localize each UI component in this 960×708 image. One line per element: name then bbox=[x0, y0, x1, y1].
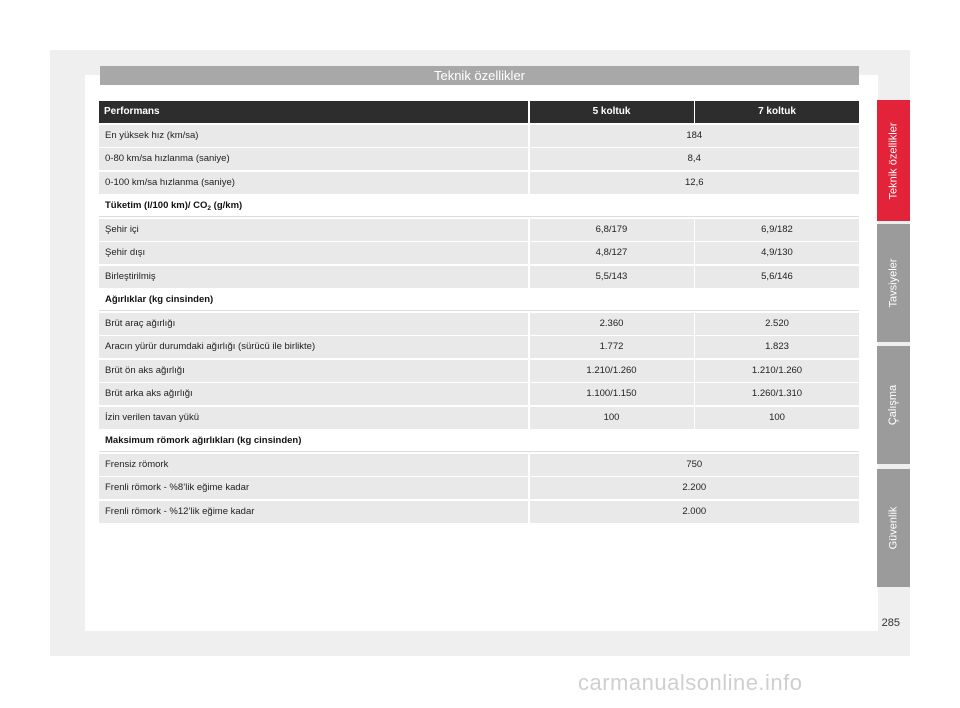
row-value-7-seats: 6,9/182 bbox=[695, 219, 859, 241]
table-row bbox=[99, 501, 859, 523]
row-value-7-seats: 5,6/146 bbox=[695, 266, 859, 288]
row-value: 2.000 bbox=[530, 501, 860, 523]
row-value: 12,6 bbox=[530, 172, 860, 194]
row-label: En yüksek hız (km/sa) bbox=[99, 125, 528, 147]
tab-label: Tavsiyeler bbox=[887, 258, 900, 308]
row-label: Frensiz römork bbox=[99, 454, 528, 476]
row-value-5-seats: 5,5/143 bbox=[530, 266, 694, 288]
table-row bbox=[99, 360, 859, 382]
row-value-7-seats: 1.823 bbox=[695, 336, 859, 358]
row-value-7-seats: 4,9/130 bbox=[695, 242, 859, 264]
table-header-row bbox=[99, 101, 859, 123]
row-label: Frenli römork - %12’lik eğime kadar bbox=[99, 501, 528, 523]
row-label: Frenli römork - %8’lik eğime kadar bbox=[99, 477, 528, 499]
spec-table bbox=[99, 101, 859, 524]
table-row bbox=[99, 336, 859, 358]
row-label: 0-100 km/sa hızlanma (saniye) bbox=[99, 172, 528, 194]
row-label: Brüt araç ağırlığı bbox=[99, 313, 528, 335]
row-value-5-seats: 1.210/1.260 bbox=[530, 360, 694, 382]
section-row-trailer bbox=[99, 430, 859, 452]
row-label: Birleştirilmiş bbox=[99, 266, 528, 288]
column-header-performance: Performans bbox=[99, 101, 528, 123]
row-value-5-seats: 6,8/179 bbox=[530, 219, 694, 241]
table-row bbox=[99, 383, 859, 405]
tab-label: Çalışma bbox=[887, 384, 900, 426]
row-label: Brüt ön aks ağırlığı bbox=[99, 360, 528, 382]
table-row bbox=[99, 266, 859, 288]
row-value: 2.200 bbox=[530, 477, 860, 499]
row-label: Aracın yürür durumdaki ağırlığı (sürücü ile birlikte) bbox=[99, 336, 528, 358]
row-value: 184 bbox=[530, 125, 860, 147]
section-row-weights bbox=[99, 289, 859, 311]
table-row bbox=[99, 172, 859, 194]
section-row-consumption bbox=[99, 195, 859, 217]
section-heading: Maksimum römork ağırlıkları (kg cinsinden) bbox=[99, 430, 859, 452]
tab-calisma[interactable] bbox=[877, 346, 910, 464]
table-row bbox=[99, 477, 859, 499]
row-value-5-seats: 1.772 bbox=[530, 336, 694, 358]
column-header-7-seats: 7 koltuk bbox=[695, 101, 859, 123]
row-value: 750 bbox=[530, 454, 860, 476]
row-value: 8,4 bbox=[530, 148, 860, 170]
table-row bbox=[99, 219, 859, 241]
tab-guvenlik[interactable] bbox=[877, 469, 910, 587]
row-label: Brüt arka aks ağırlığı bbox=[99, 383, 528, 405]
row-label: Şehir dışı bbox=[99, 242, 528, 264]
row-value-5-seats: 1.100/1.150 bbox=[530, 383, 694, 405]
watermark: carmanualsonline.info bbox=[578, 670, 803, 695]
table-row bbox=[99, 148, 859, 170]
tab-label: Güvenlik bbox=[887, 506, 900, 550]
page-number: 285 bbox=[881, 617, 900, 629]
section-heading: Ağırlıklar (kg cinsinden) bbox=[99, 289, 859, 311]
section-heading: Tüketim (l/100 km)/ $CO_2$ (g/km) bbox=[99, 195, 859, 217]
row-value-7-seats: 1.210/1.260 bbox=[695, 360, 859, 382]
tab-tavsiyeler[interactable] bbox=[877, 224, 910, 342]
row-label: Şehir içi bbox=[99, 219, 528, 241]
row-value-5-seats: 100 bbox=[530, 407, 694, 429]
table-row bbox=[99, 125, 859, 147]
row-value-5-seats: 4,8/127 bbox=[530, 242, 694, 264]
table-row bbox=[99, 454, 859, 476]
row-label: İzin verilen tavan yükü bbox=[99, 407, 528, 429]
row-value-7-seats: 100 bbox=[695, 407, 859, 429]
table-row bbox=[99, 407, 859, 429]
column-header-5-seats: 5 koltuk bbox=[530, 101, 694, 123]
row-value-7-seats: 1.260/1.310 bbox=[695, 383, 859, 405]
table-row bbox=[99, 242, 859, 264]
row-label: 0-80 km/sa hızlanma (saniye) bbox=[99, 148, 528, 170]
tab-label: Teknik özellikler bbox=[887, 121, 900, 200]
table-row bbox=[99, 313, 859, 335]
section-title-bar: Teknik özellikler bbox=[100, 66, 859, 85]
row-value-5-seats: 2.360 bbox=[530, 313, 694, 335]
row-value-7-seats: 2.520 bbox=[695, 313, 859, 335]
tab-teknik-ozellikler[interactable] bbox=[877, 100, 910, 221]
